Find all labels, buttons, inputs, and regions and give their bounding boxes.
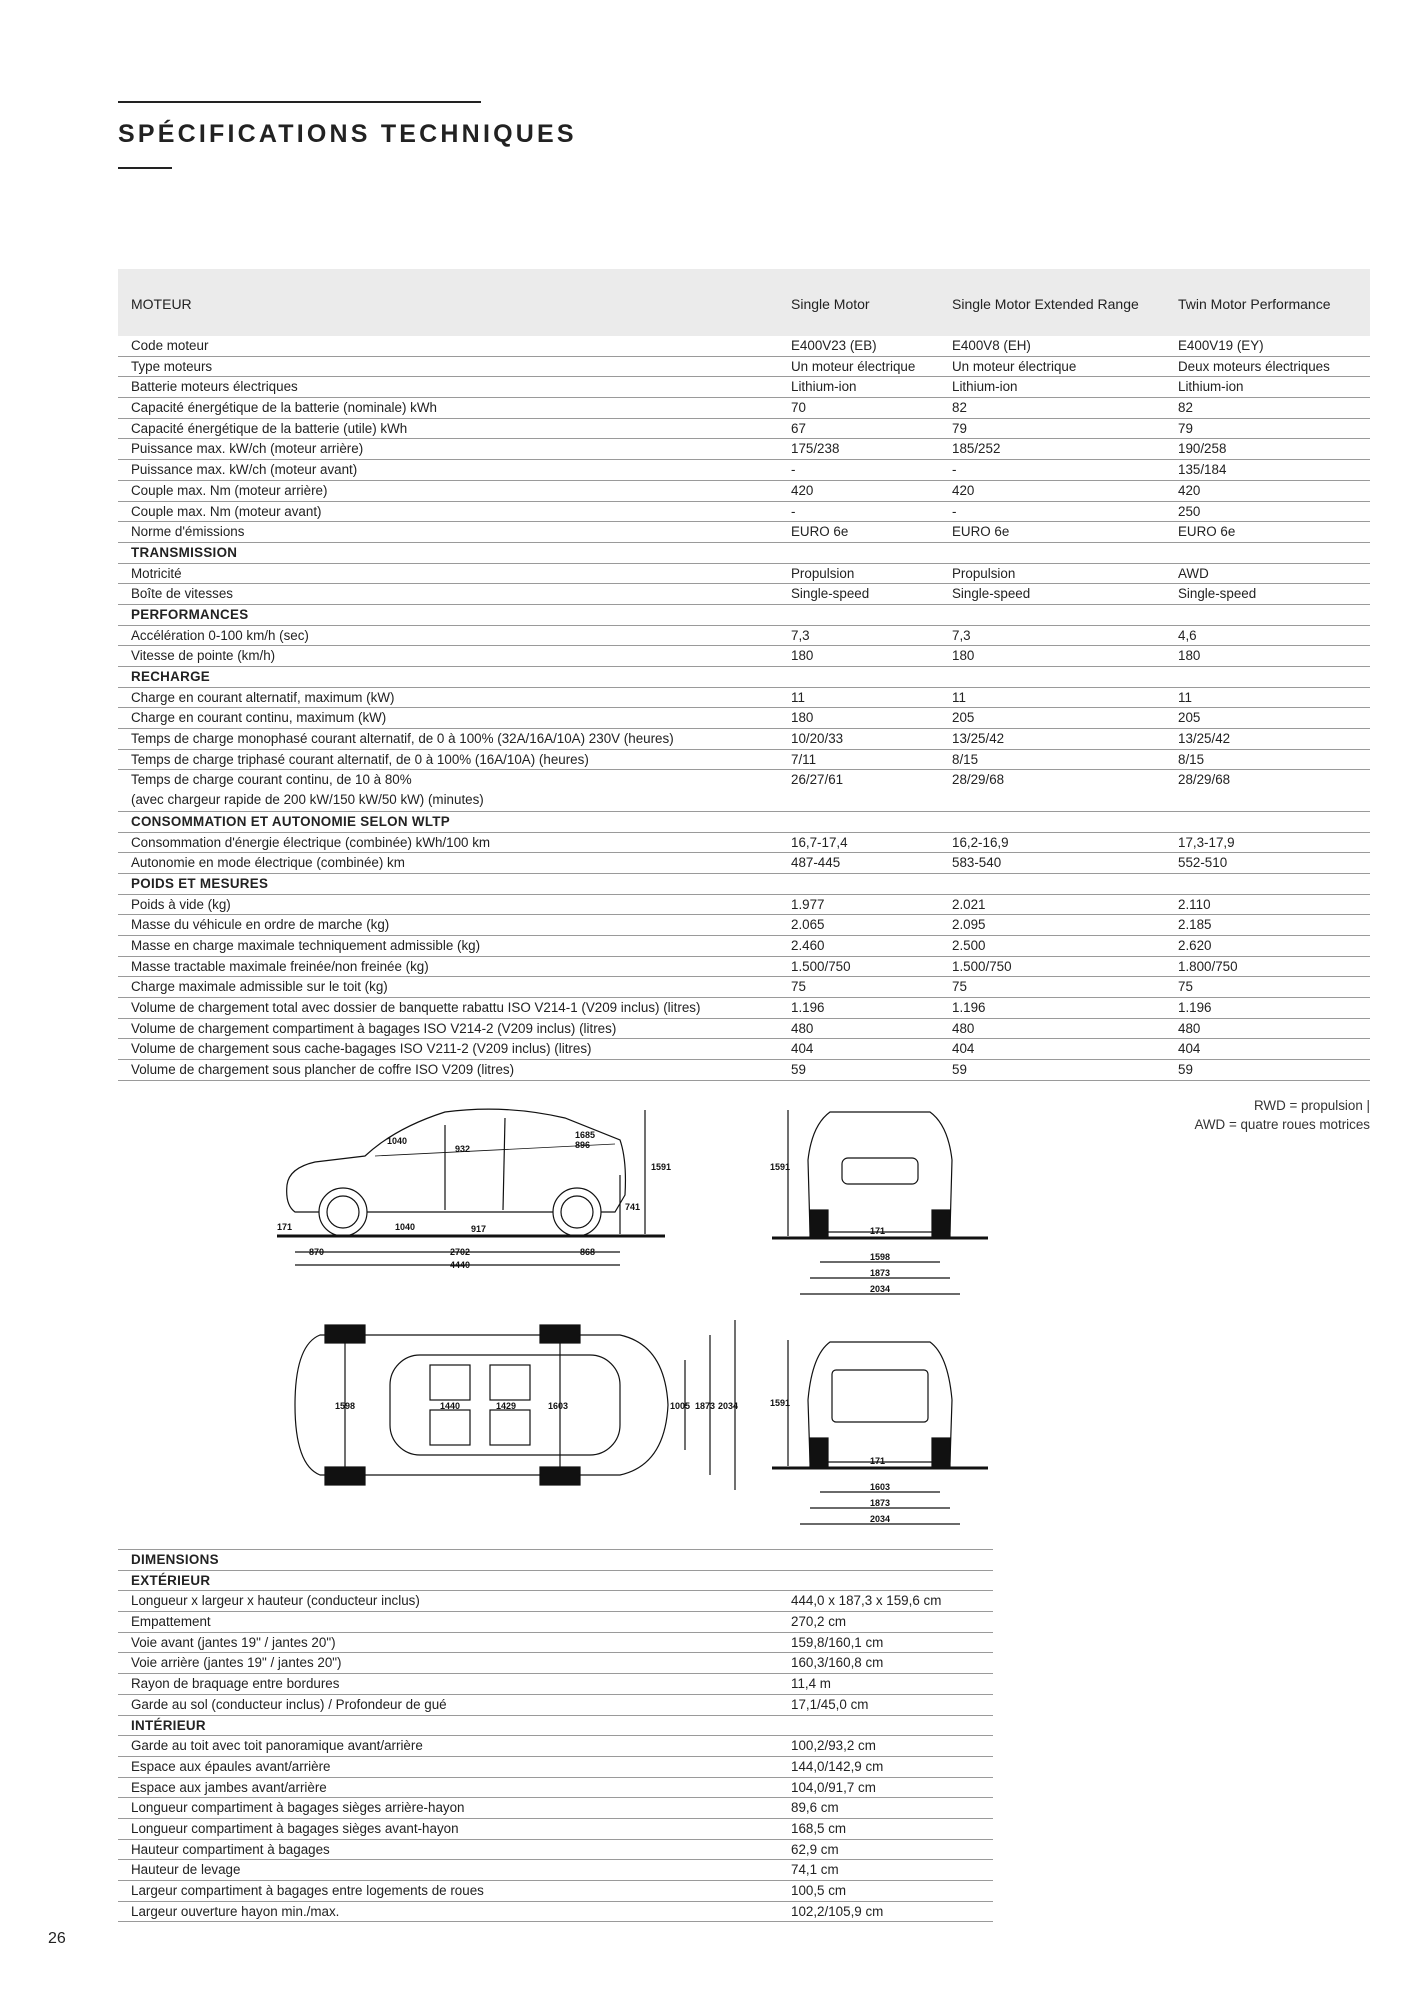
dim-cargo-length-1: 1685 [575,1130,596,1140]
row-label: Capacité énergétique de la batterie (utile) kWh [131,420,408,436]
row-value: 28/29/68 [1178,772,1231,788]
spec-row [118,564,1370,585]
row-value: - [952,462,957,478]
row-label: Consommation d'énergie électrique (combinée) kWh/100 km [131,834,491,850]
row-value: 17,3-17,9 [1178,834,1235,850]
row-value: 160,3/160,8 cm [791,1655,884,1671]
header-twin-motor: Twin Motor Performance [1178,296,1331,312]
dimension-row [118,1840,993,1861]
row-value: 1.196 [952,1000,986,1016]
row-value: 2.500 [952,937,986,953]
row-label: Batterie moteurs électriques [131,379,298,395]
row-value: 100,5 cm [791,1883,847,1898]
row-label: Autonomie en mode électrique (combinée) km [131,855,405,871]
row-value: 13/25/42 [952,731,1005,747]
row-value: Single-speed [952,586,1031,602]
row-value: 16,2-16,9 [952,834,1009,850]
row-value: 1.800/750 [1178,958,1238,974]
row-value: 480 [1178,1020,1201,1036]
row-value: 2.110 [1178,896,1211,912]
row-label: Longueur compartiment à bagages sièges arrière-hayon [131,1800,465,1816]
row-value: Deux moteurs électriques [1178,358,1330,374]
dim-rear-overhang: 868 [580,1247,596,1257]
row-label: Volume de chargement compartiment à bagages ISO V214-2 (V209 inclus) (litres) [131,1020,617,1036]
dim-width-mirrors: 2034 [718,1401,739,1411]
spec-row [118,398,1370,419]
row-value: Un moteur électrique [791,358,916,374]
row-value: 2.185 [1178,917,1212,933]
dim-rear-track: 1603 [548,1401,569,1411]
row-value: 11 [952,689,966,705]
row-value: 2.021 [952,896,986,912]
row-value: - [791,462,796,478]
top-view-diagram [290,1315,740,1495]
spec-row [118,646,1370,667]
row-value: 8/15 [952,751,979,767]
row-value: 59 [952,1062,967,1078]
section-header [118,1571,993,1592]
row-value: 487-445 [791,855,841,871]
dimension-row [118,1736,993,1757]
row-value: 7,3 [791,627,810,643]
row-value: 2.620 [1178,937,1212,953]
section-header [118,667,1370,688]
row-label: Espace aux jambes avant/arrière [131,1779,327,1795]
row-value: 16,7-17,4 [791,834,848,850]
dim-width-mirrors: 2034 [870,1284,891,1294]
dim-cargo-length-2: 896 [575,1140,591,1150]
row-value: - [952,503,957,519]
row-value: E400V19 (EY) [1178,338,1264,353]
section-header [118,1716,993,1737]
row-value: Un moteur électrique [952,358,1077,374]
dim-legroom-front: 1040 [395,1222,416,1232]
row-value: 180 [791,648,814,664]
dimension-row [118,1633,993,1654]
dim-width-mirrors: 2034 [870,1514,891,1524]
section-title: POIDS ET MESURES [131,875,269,891]
row-value: 480 [791,1020,814,1036]
dimension-row [118,1591,993,1612]
dim-ground-clearance: 171 [870,1456,886,1466]
row-value: 79 [1178,420,1193,436]
spec-row [118,626,1370,647]
spec-row [118,357,1370,378]
section-header [118,543,1370,564]
row-value: 4,6 [1178,627,1197,643]
spec-row [118,770,1370,811]
spec-row [118,915,1370,936]
row-value: 404 [791,1041,814,1057]
dim-width: 1873 [870,1498,891,1508]
row-value: 2.460 [791,937,825,953]
row-label: Masse tractable maximale freinée/non freinée (kg) [131,958,429,974]
row-label: Volume de chargement sous cache-bagages ISO V211-2 (V209 inclus) (litres) [131,1041,592,1057]
row-value: 2.065 [791,917,825,933]
row-label: Code moteur [131,338,209,353]
dimension-row [118,1778,993,1799]
side-view-diagram [275,1100,695,1270]
spec-table-header [118,269,1370,336]
dim-headroom-front: 1040 [387,1136,408,1146]
row-value: 1.196 [791,1000,825,1016]
row-value: 75 [1178,979,1193,995]
row-value: 74,1 cm [791,1862,839,1878]
row-value: 1.196 [1178,1000,1212,1016]
spec-row [118,377,1370,398]
row-value: 7/11 [791,751,817,767]
row-label: Charge maximale admissible sur le toit (kg) [131,979,388,995]
spec-row [118,977,1370,998]
row-value: 180 [791,710,814,726]
dim-load-height: 741 [625,1202,641,1212]
row-value: 89,6 cm [791,1800,839,1816]
dim-front-overhang: 870 [309,1247,325,1257]
dim-ground-clearance: 171 [277,1222,293,1232]
row-value: 67 [791,420,806,436]
section-title: DIMENSIONS [131,1552,219,1567]
row-value: 26/27/61 [791,772,844,788]
dim-length: 4440 [450,1260,471,1270]
spec-row [118,729,1370,750]
row-value: 144,0/142,9 cm [791,1758,884,1774]
row-value: Single-speed [1178,586,1257,602]
row-label: Volume de chargement total avec dossier de banquette rabattu ISO V214-1 (V209 inclus) (litres) [131,1000,701,1016]
dim-cargo-width: 1005 [670,1401,691,1411]
row-label-line2: (avec chargeur rapide de 200 kW/150 kW/50 kW) (minutes) [131,792,484,808]
row-label: Vitesse de pointe (km/h) [131,648,276,664]
row-label: Norme d'émissions [131,524,245,540]
row-value: 59 [791,1062,806,1078]
spec-row [118,895,1370,916]
dimension-row [118,1902,993,1923]
row-label: Boîte de vitesses [131,586,233,602]
row-label: Longueur x largeur x hauteur (conducteur inclus) [131,1593,420,1609]
row-label: Espace aux épaules avant/arrière [131,1758,331,1774]
row-label: Temps de charge triphasé courant alternatif, de 0 à 100% (16A/10A) (heures) [131,751,589,767]
row-value: 82 [1178,400,1193,416]
spec-row [118,1060,1370,1081]
row-value: Single-speed [791,586,870,602]
section-title: EXTÉRIEUR [131,1572,211,1588]
row-value: Lithium-ion [1178,379,1244,395]
row-value: 270,2 cm [791,1614,847,1630]
row-label: Hauteur compartiment à bagages [131,1841,330,1857]
row-label: Voie avant (jantes 19" / jantes 20") [131,1634,336,1650]
row-value: 13/25/42 [1178,731,1231,747]
dimension-row [118,1757,993,1778]
dimension-row [118,1881,993,1902]
section-title: RECHARGE [131,669,211,684]
row-label: Type moteurs [131,358,213,374]
row-value: 190/258 [1178,441,1227,457]
row-label: Largeur compartiment à bagages entre logements de roues [131,1883,484,1898]
spec-row [118,688,1370,709]
dim-height: 1591 [770,1162,791,1172]
row-value: 1.977 [791,896,825,912]
row-value: E400V23 (EB) [791,338,877,353]
row-value: 11,4 m [791,1676,831,1692]
row-label: Couple max. Nm (moteur arrière) [131,482,328,498]
row-value: 10/20/33 [791,731,844,747]
row-value: 2.095 [952,917,986,933]
row-value: Lithium-ion [952,379,1018,395]
row-label: Rayon de braquage entre bordures [131,1676,340,1692]
dim-track: 1598 [870,1252,891,1262]
row-value: 59 [1178,1062,1193,1078]
spec-row [118,957,1370,978]
spec-table [118,269,1370,1081]
row-value: EURO 6e [952,524,1010,540]
spec-row [118,833,1370,854]
row-value: 159,8/160,1 cm [791,1634,884,1650]
dim-track: 1603 [870,1482,891,1492]
row-value: 7,3 [952,627,971,643]
spec-row [118,1019,1370,1040]
row-value: 205 [952,710,975,726]
row-label: Motricité [131,565,182,581]
row-value: 70 [791,400,806,416]
row-value: 82 [952,400,967,416]
row-value: 185/252 [952,441,1001,457]
page-title: SPÉCIFICATIONS TECHNIQUES [118,120,577,148]
section-title: PERFORMANCES [131,606,249,622]
row-value: 444,0 x 187,3 x 159,6 cm [791,1593,942,1609]
section-title: INTÉRIEUR [131,1717,206,1733]
spec-row [118,460,1370,481]
row-value: 420 [1178,482,1201,498]
row-value: 175/238 [791,441,840,457]
row-value: 420 [952,482,975,498]
row-label: Capacité énergétique de la batterie (nominale) kWh [131,400,437,416]
spec-row [118,522,1370,543]
section-header [118,605,1370,626]
dim-height: 1591 [770,1398,791,1408]
spec-row [118,936,1370,957]
row-value: Propulsion [952,565,1016,581]
row-value: E400V8 (EH) [952,338,1031,353]
row-label: Garde au sol (conducteur inclus) / Profondeur de gué [131,1696,447,1712]
page-number: 26 [48,1930,66,1947]
row-value: 75 [952,979,967,995]
row-value: 180 [1178,648,1201,664]
dimension-row [118,1653,993,1674]
row-label: Poids à vide (kg) [131,896,231,912]
dim-shoulder-rear: 1429 [496,1401,517,1411]
spec-table-body [118,336,1370,1081]
row-value: Propulsion [791,565,855,581]
row-value: 75 [791,979,806,995]
dimension-row [118,1798,993,1819]
row-label: Accélération 0-100 km/h (sec) [131,627,309,643]
dimensions-table-body [118,1550,993,1922]
row-label: Volume de chargement sous plancher de coffre ISO V209 (litres) [131,1062,515,1078]
rear-view-diagram [770,1330,990,1530]
spec-row [118,998,1370,1019]
row-label: Voie arrière (jantes 19" / jantes 20") [131,1655,342,1671]
row-label: Temps de charge monophasé courant alternatif, de 0 à 100% (32A/16A/10A) 230V (heures) [131,731,674,747]
row-value: 79 [952,420,967,436]
front-view-diagram [770,1100,990,1300]
row-label: Puissance max. kW/ch (moteur arrière) [131,441,364,457]
row-value: EURO 6e [1178,524,1236,540]
row-label: Masse en charge maximale techniquement admissible (kg) [131,937,481,953]
section-header [118,812,1370,833]
row-value: 17,1/45,0 cm [791,1696,869,1712]
row-value: 11 [791,689,805,705]
row-value: 1.500/750 [791,958,851,974]
row-label: Puissance max. kW/ch (moteur avant) [131,462,358,478]
section-header [118,874,1370,895]
row-value: 420 [791,482,814,498]
row-value: 11 [1178,689,1192,705]
spec-row [118,584,1370,605]
row-value: 205 [1178,710,1201,726]
row-value: Lithium-ion [791,379,857,395]
row-label: Hauteur de levage [131,1862,241,1878]
dim-front-track: 1598 [335,1401,356,1411]
legend-awd: AWD = quatre roues motrices [1194,1117,1370,1132]
spec-row [118,336,1370,357]
row-value: EURO 6e [791,524,849,540]
row-value: 1.500/750 [952,958,1012,974]
row-value: 135/184 [1178,462,1227,478]
section-header [118,1550,993,1571]
drive-legend [1194,1096,1370,1134]
row-value: 100,2/93,2 cm [791,1738,876,1754]
row-value: 250 [1178,503,1201,519]
section-title: TRANSMISSION [131,544,238,560]
dim-width: 1873 [870,1268,891,1278]
row-value: 102,2/105,9 cm [791,1903,884,1919]
dim-width: 1873 [695,1401,716,1411]
dimension-row [118,1674,993,1695]
row-label: Longueur compartiment à bagages sièges avant-hayon [131,1820,459,1836]
dimension-row [118,1612,993,1633]
row-label: Largeur ouverture hayon min./max. [131,1903,340,1919]
spec-row [118,419,1370,440]
dim-legroom-rear: 917 [471,1224,487,1234]
dim-headroom-rear: 932 [455,1144,471,1154]
row-label: Couple max. Nm (moteur avant) [131,503,322,519]
row-label: Garde au toit avec toit panoramique avant/arrière [131,1738,423,1754]
row-value: - [791,503,796,519]
dimension-row [118,1860,993,1881]
spec-row [118,1039,1370,1060]
row-label: Masse du véhicule en ordre de marche (kg) [131,917,390,933]
section-title: CONSOMMATION ET AUTONOMIE SELON WLTP [131,813,451,829]
title-rule-bottom [118,167,172,169]
spec-row [118,853,1370,874]
row-label: Temps de charge courant continu, de 10 à 80% [131,772,412,788]
row-label: Charge en courant alternatif, maximum (kW) [131,689,395,705]
dimensions-table [118,1549,993,1922]
dim-shoulder-front: 1440 [440,1401,461,1411]
header-moteur: MOTEUR [131,296,192,312]
row-value: 28/29/68 [952,772,1005,788]
legend-rwd: RWD = propulsion | [1254,1098,1370,1113]
dim-height: 1591 [651,1162,672,1172]
row-value: 180 [952,648,975,664]
header-single-motor: Single Motor [791,296,870,312]
row-value: 552-510 [1178,855,1228,871]
spec-row [118,439,1370,460]
spec-row [118,502,1370,523]
row-value: 168,5 cm [791,1820,847,1836]
row-value: 62,9 cm [791,1841,839,1857]
row-value: 8/15 [1178,751,1205,767]
spec-row [118,481,1370,502]
header-extended-range: Single Motor Extended Range [952,296,1139,312]
dimension-row [118,1819,993,1840]
spec-row [118,750,1370,771]
row-value: 404 [952,1041,975,1057]
row-value: 583-540 [952,855,1002,871]
dimension-row [118,1695,993,1716]
dim-wheelbase: 2702 [450,1247,471,1257]
row-label: Empattement [131,1614,211,1630]
dim-ground-clearance: 171 [870,1226,886,1236]
row-value: 104,0/91,7 cm [791,1779,876,1795]
row-value: 480 [952,1020,975,1036]
row-label: Charge en courant continu, maximum (kW) [131,710,387,726]
row-value: 404 [1178,1041,1201,1057]
row-value: AWD [1178,565,1209,581]
title-rule-top [118,101,481,103]
spec-row [118,708,1370,729]
